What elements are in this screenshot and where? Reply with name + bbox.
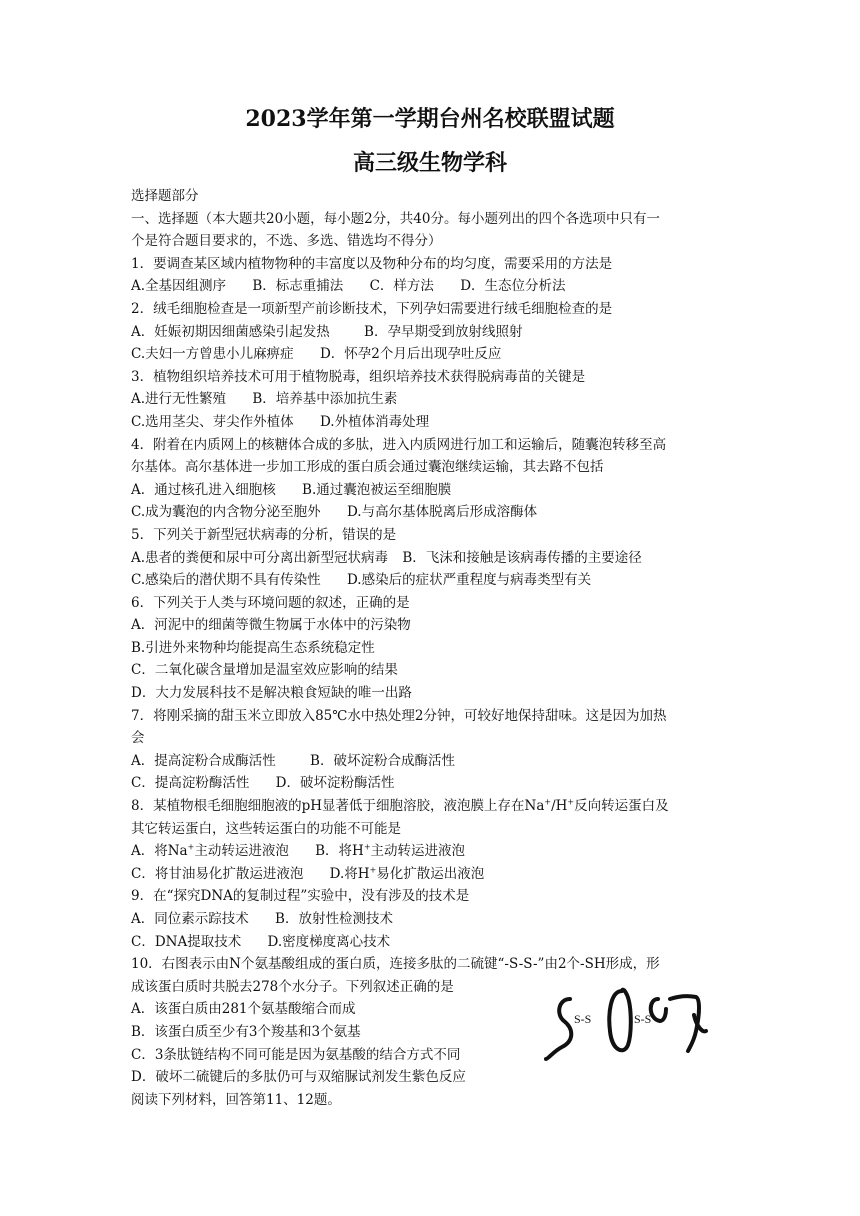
question-7-options-ab xyxy=(131,750,741,773)
option-c: C．样方法 xyxy=(369,278,434,295)
reading-prompt: 阅读下列材料，回答第11、12题。 xyxy=(131,1091,341,1108)
option-c: C.成为囊泡的内含物分泌至胞外 xyxy=(131,504,321,521)
question-9-options-ab xyxy=(131,908,741,931)
option-b: B．飞沫和接触是该病毒传播的主要途径 xyxy=(402,549,642,566)
question-2-options-cd xyxy=(131,343,741,366)
question-4-stem-2: 尔基体。高尔基体进一步加工形成的蛋白质会通过囊泡继续运输，其去路不包括 xyxy=(131,459,604,476)
option-b: B．该蛋白质至少有3个羧基和3个氨基 xyxy=(131,1023,361,1040)
option-b: B．孕早期受到放射线照射 xyxy=(364,323,523,340)
question-2-options-ab xyxy=(131,321,741,344)
question-4-options-cd xyxy=(131,501,741,524)
option-a: A．同位素示踪技术 xyxy=(131,911,249,927)
option-c: C．提高淀粉酶活性 xyxy=(131,775,250,792)
option-c: C．3条肽链结构不同可能是因为氨基酸的结合方式不同 xyxy=(131,1046,461,1063)
section-label: 选择题部分 xyxy=(131,188,199,204)
option-d: D.与高尔基体脱离后形成溶酶体 xyxy=(346,504,538,521)
middle-peptide-chain xyxy=(609,990,630,1051)
option-c: C.选用茎尖、芽尖作外植体 xyxy=(131,413,294,430)
question-9-options-cd xyxy=(131,931,741,954)
question-5-options-cd xyxy=(131,569,741,592)
option-b: B．将H+主动转运进液泡 xyxy=(315,842,466,860)
protein-disulfide-figure xyxy=(540,985,720,1065)
question-7-stem-2: 会 xyxy=(131,730,145,747)
question-1-options xyxy=(131,275,741,298)
option-a: A．通过核孔进入细胞核 xyxy=(131,481,276,498)
option-c: C.感染后的潜伏期不具有传染性 xyxy=(131,572,321,589)
option-b: B.通过囊泡被运至细胞膜 xyxy=(302,481,452,498)
instructions-line-2: 个是符合题目要求的，不选、多选、错选均不得分） xyxy=(131,233,442,250)
left-peptide-chain xyxy=(546,999,571,1059)
question-9-stem: 9．在“探究DNA的复制过程”实验中，没有涉及的技术是 xyxy=(131,888,470,905)
option-d: D．破坏二硫键后的多肽仍可与双缩脲试剂发生紫色反应 xyxy=(131,1069,466,1086)
option-a: A.全基因组测序 xyxy=(131,278,227,295)
question-3-options-ab xyxy=(131,388,741,411)
option-a: A.患者的粪便和尿中可分离出新型冠状病毒 xyxy=(131,549,389,566)
question-5-stem: 5．下列关于新型冠状病毒的分析，错误的是 xyxy=(131,526,397,543)
question-4-options-ab xyxy=(131,479,741,502)
option-d: D.感染后的症状严重程度与病毒类型有关 xyxy=(346,572,592,589)
question-5-options-ab xyxy=(131,547,741,570)
question-8-options-cd xyxy=(131,863,741,886)
disulfide-label-right: S-S xyxy=(634,1012,652,1026)
option-a: A．该蛋白质由281个氨基酸缩合而成 xyxy=(131,1001,356,1018)
question-8-stem-1: 8．某植物根毛细胞细胞液的pH显著低于细胞溶胶，液泡膜上存在Na+/H+反向转运蛋白及 xyxy=(131,797,669,815)
question-3-options-cd xyxy=(131,411,741,434)
option-d: D．生态位分析法 xyxy=(460,278,566,295)
option-a: A．河泥中的细菌等微生物属于水体中的污染物 xyxy=(131,617,411,634)
option-d: D．大力发展科技不是解决粮食短缺的唯一出路 xyxy=(131,685,412,702)
page-title: 2023学年第一学期台州名校联盟试题 xyxy=(245,106,615,132)
option-c: C．将甘油易化扩散运进液泡 xyxy=(131,865,304,882)
option-d: D.外植体消毒处理 xyxy=(319,413,430,430)
question-2-stem: 2．绒毛细胞检查是一项新型产前诊断技术，下列孕妇需要进行绒毛细胞检查的是 xyxy=(131,300,613,317)
option-c: C．DNA提取技术 xyxy=(131,933,242,950)
option-d: D．破坏淀粉酶活性 xyxy=(275,775,395,792)
question-8-options-ab xyxy=(131,840,741,863)
option-d: D．怀孕2个月后出现孕吐反应 xyxy=(319,346,502,363)
option-a: A．提高淀粉合成酶活性 xyxy=(131,752,276,769)
question-3-stem: 3．植物组织培养技术可用于植物脱毒，组织培养技术获得脱病毒苗的关键是 xyxy=(131,368,586,385)
option-b: B．放射性检测技术 xyxy=(275,911,393,927)
option-c: C．二氧化碳含量增加是温室效应影响的结果 xyxy=(131,662,398,679)
question-10-stem-2: 成该蛋白质时共脱去278个水分子。下列叙述正确的是 xyxy=(131,978,454,995)
exam-body xyxy=(131,185,741,1111)
question-1-stem: 1．要调查某区域内植物物种的丰富度以及物种分布的均匀度，需要采用的方法是 xyxy=(131,255,613,272)
option-a: A.进行无性繁殖 xyxy=(131,391,227,408)
question-7-stem-1: 7．将刚采摘的甜玉米立即放入85℃水中热处理2分钟，可较好地保持甜味。这是因为加热 xyxy=(131,707,667,724)
option-d: D.将H+易化扩散运出液泡 xyxy=(329,865,485,882)
question-7-options-cd xyxy=(131,772,741,795)
option-a: A．妊娠初期因细菌感染引起发热 xyxy=(131,323,330,340)
option-b: B.引进外来物种均能提高生态系统稳定性 xyxy=(131,639,375,656)
option-b: B．标志重捕法 xyxy=(252,278,344,295)
option-a: A．将Na+主动转运进液泡 xyxy=(131,842,289,860)
question-4-stem-1: 4．附着在内质网上的核糖体合成的多肽，进入内质网进行加工和运输后，随囊泡转移至高 xyxy=(131,436,667,453)
page-subtitle: 高三级生物学科 xyxy=(352,150,507,176)
disulfide-label-left: S-S xyxy=(574,1012,592,1026)
right-peptide-chain xyxy=(651,996,699,1051)
question-10-stem-1: 10．右图表示由N个氨基酸组成的蛋白质，连接多肽的二硫键“-S-S-”由2个-SH形成，形 xyxy=(131,956,660,973)
question-6-stem: 6．下列关于人类与环境问题的叙述，正确的是 xyxy=(131,594,410,611)
question-8-stem-2: 其它转运蛋白，这些转运蛋白的功能不可能是 xyxy=(131,820,401,837)
instructions-line-1: 一、选择题（本大题共20小题，每小题2分，共40分。每小题列出的四个各选项中只有一 xyxy=(131,210,660,227)
option-d: D.密度梯度离心技术 xyxy=(267,933,391,950)
option-b: B．培养基中添加抗生素 xyxy=(252,391,398,408)
option-b: B．破坏淀粉合成酶活性 xyxy=(310,752,455,769)
option-c: C.夫妇一方曾患小儿麻痹症 xyxy=(131,346,294,363)
